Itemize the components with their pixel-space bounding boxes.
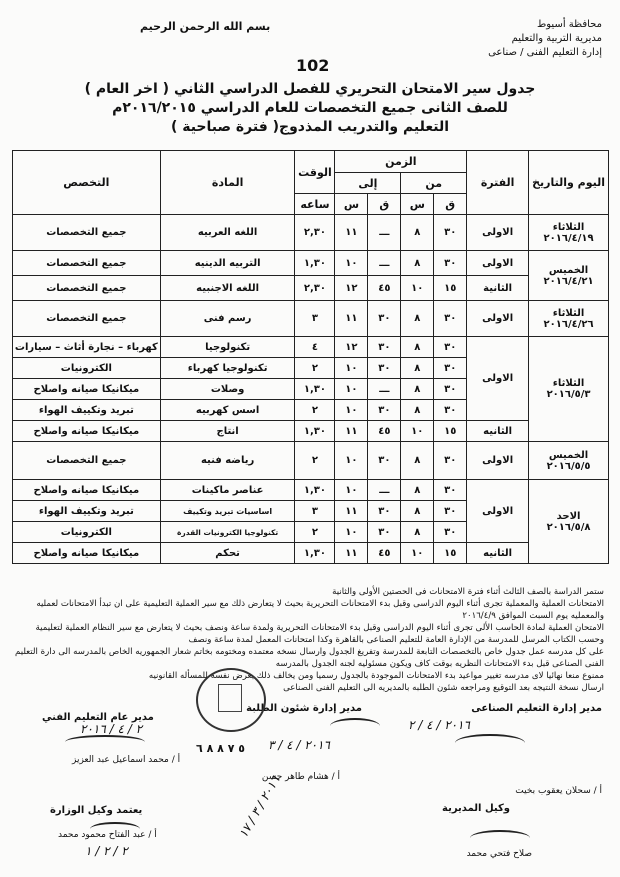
- to-minute: ـــ: [368, 215, 401, 251]
- specialty: ميكانيكا صيانه واصلاح: [13, 480, 161, 501]
- from-minute: ٣٠: [434, 251, 467, 276]
- period: الاولى: [467, 442, 529, 480]
- period: الثانية: [467, 276, 529, 301]
- to-hour: ١٠: [335, 400, 368, 421]
- specialty: جميع التخصصات: [13, 301, 161, 337]
- day: الثلاثاء: [552, 307, 585, 319]
- duration: ٢: [295, 400, 335, 421]
- handwritten-date: ٢٠١٦ / ٣ / ١٧: [236, 773, 283, 841]
- signature-technical-education-name: أ / محمد اسماعيل عبد العزيز: [72, 755, 181, 765]
- subject: تكنولوجيا الكترونيات القدرة: [160, 522, 295, 543]
- to-minute: ـــ: [368, 480, 401, 501]
- period: الاولى: [467, 301, 529, 337]
- from-hour: ٨: [401, 400, 434, 421]
- note-item: ممنوع منعا نهائيا لاى مدرسه تغيير مواعيد بدء الامتحانات الموجودة بالجدول رسميا ومن يخالف ذلك يعرض نفسه للمسأله القانونيه: [148, 671, 604, 681]
- specialty: جميع التخصصات: [13, 251, 161, 276]
- period: الاولى: [467, 215, 529, 251]
- subject: تكنولوجيا: [160, 337, 295, 358]
- from-minute: ٣٠: [434, 501, 467, 522]
- specialty: ميكانيكا صيانه واصلاح: [13, 421, 161, 442]
- from-hour: ٨: [401, 379, 434, 400]
- header-to-minute: ق: [368, 194, 401, 215]
- signature-industrial-education-title: مدير إدارة التعليم الصناعى: [471, 703, 602, 714]
- from-minute: ١٥: [434, 543, 467, 564]
- header-gov: محافظة أسيوط: [537, 19, 602, 30]
- to-hour: ١٠: [335, 480, 368, 501]
- to-hour: ١٢: [335, 337, 368, 358]
- duration: ٢: [295, 358, 335, 379]
- subject: اللغه العربيه: [160, 215, 295, 251]
- signature-scribble: [90, 822, 140, 836]
- header-from-hour: س: [401, 194, 434, 215]
- handwritten-date: ٢ / ٤ / ٢٠١٦: [80, 722, 143, 736]
- signature-student-affairs-name: أ / هشام طاهر حسن: [261, 772, 340, 782]
- from-hour: ١٠: [401, 543, 434, 564]
- from-hour: ٨: [401, 442, 434, 480]
- to-minute: ٣٠: [368, 501, 401, 522]
- subject: رياضه فنيه: [160, 442, 295, 480]
- to-hour: ١١: [335, 543, 368, 564]
- table-row: [13, 480, 609, 501]
- from-minute: ٣٠: [434, 400, 467, 421]
- header-time: الزمن: [335, 151, 467, 173]
- from-minute: ٣٠: [434, 522, 467, 543]
- official-seal: [196, 668, 266, 732]
- header-directorate: مديرية التربية والتعليم: [511, 33, 602, 44]
- signature-industrial-education-name: أ / سحلان يعقوب بخيت: [515, 786, 602, 796]
- stamp-number: ٥ ٧ ٨ ٨ ٦: [196, 742, 245, 755]
- from-minute: ٣٠: [434, 337, 467, 358]
- title-line-1: جدول سير الامتحان التحريري للفصل الدراسي الثاني ( اخر العام ): [84, 81, 536, 97]
- signature-student-affairs-title: مدير إدارة شئون الطلبة: [246, 703, 362, 714]
- specialty: جميع التخصصات: [13, 442, 161, 480]
- day: الخميس: [548, 264, 589, 276]
- to-minute: ٣٠: [368, 522, 401, 543]
- subject: تكنولوجيا كهرباء: [160, 358, 295, 379]
- from-hour: ١٠: [401, 276, 434, 301]
- title-line-2: للصف الثانى جميع التخصصات للعام الدراسي ٢٠١٦/٢٠١٥م: [112, 100, 508, 116]
- duration: ٢,٣٠: [295, 215, 335, 251]
- specialty: جميع التخصصات: [13, 215, 161, 251]
- header-department: إدارة التعليم الفنى / صناعى: [488, 47, 602, 58]
- table-row: [13, 251, 609, 276]
- duration: ١,٣٠: [295, 379, 335, 400]
- from-hour: ٨: [401, 358, 434, 379]
- specialty: ميكانيكا صيانه واصلاح: [13, 543, 161, 564]
- signature-directorate-deputy-title: وكيل المديرية: [442, 803, 510, 814]
- note-item: على كل مدرسه عمل جدول خاص بالتخصصات التابعة للمدرسة وتفريغ الجدول وارسال نسخه معتمده ومختومه بخاتم شعار الجمهوريه الخاص بالمدرسه الى دارة التعليم الفنى الصناعى قبل بدء الامتحانات النظريه بوقت كاف ويكون مسئوليه لجنه الجدول بالمدرسه: [15, 647, 604, 669]
- basmala: بسم الله الرحمن الرحيم: [140, 20, 271, 33]
- header-from: من: [401, 173, 467, 194]
- duration: ٢: [295, 522, 335, 543]
- header-to: إلى: [335, 173, 401, 194]
- date: ٢٠١٦/٤/١٩: [543, 232, 594, 244]
- from-hour: ٨: [401, 501, 434, 522]
- from-hour: ٨: [401, 522, 434, 543]
- to-minute: ٣٠: [368, 358, 401, 379]
- note-item: ستمر الدراسة بالصف الثالث أثناء فترة الامتحانات فى الحصتين الأولى والثانية: [332, 587, 604, 597]
- to-hour: ١٢: [335, 276, 368, 301]
- subject: وصلات: [160, 379, 295, 400]
- header-hour: ساعه: [295, 194, 335, 215]
- period: الثانيه: [467, 421, 529, 442]
- duration: ١,٣٠: [295, 421, 335, 442]
- to-minute: ٣٠: [368, 337, 401, 358]
- note-item: الامتحانات العملية والمعملية تجرى أثناء اليوم الدراسى وقبل بدء الامتحانات التحريرية بحيث لا يتعارض ذلك مع سير العملية التعليمية على ان تبدأ الامتحانات لعمليه والمعمليه يوم السبت الموافق ٢٠١٦/٤/٩: [36, 599, 604, 621]
- to-hour: ١١: [335, 421, 368, 442]
- duration: ١,٣٠: [295, 543, 335, 564]
- header-specialty: التخصص: [13, 151, 161, 215]
- table-row: [13, 421, 609, 442]
- header-subject: المادة: [160, 151, 295, 215]
- exam-schedule-table: [12, 150, 609, 564]
- to-minute: ٣٠: [368, 442, 401, 480]
- page-number: 102: [296, 56, 330, 75]
- signature-scribble: [470, 830, 530, 846]
- to-hour: ١٠: [335, 379, 368, 400]
- from-minute: ٣٠: [434, 215, 467, 251]
- period: الثانيه: [467, 543, 529, 564]
- notes-block: [12, 586, 604, 694]
- duration: ٣: [295, 301, 335, 337]
- to-minute: ٤٥: [368, 276, 401, 301]
- header-period: الفترة: [467, 151, 529, 215]
- signature-scribble: [330, 718, 380, 734]
- subject: عناصر ماكينات: [160, 480, 295, 501]
- handwritten-date: ٢٠١٦ / ٤ / ٣: [267, 738, 330, 752]
- to-hour: ١١: [335, 501, 368, 522]
- signature-ministry-deputy-title: يعتمد وكيل الوزارة: [50, 805, 143, 816]
- subject: اساسيات تبريد وتكييف: [160, 501, 295, 522]
- from-minute: ٣٠: [434, 480, 467, 501]
- date: ٢٠١٦/٤/٢١: [543, 275, 594, 287]
- to-minute: ٣٠: [368, 301, 401, 337]
- subject: التربيه الدينيه: [160, 251, 295, 276]
- from-hour: ٨: [401, 301, 434, 337]
- from-minute: ٣٠: [434, 358, 467, 379]
- header-to-hour: س: [335, 194, 368, 215]
- to-hour: ١٠: [335, 358, 368, 379]
- subject: اسس كهربيه: [160, 400, 295, 421]
- from-minute: ١٥: [434, 421, 467, 442]
- period: الاولى: [467, 480, 529, 543]
- signature-technical-education-title: مدير عام التعليم الفني: [42, 712, 154, 723]
- to-minute: ٤٥: [368, 421, 401, 442]
- table-row: [13, 215, 609, 251]
- specialty: تبريد وتكييف الهواء: [13, 501, 161, 522]
- from-hour: ٨: [401, 337, 434, 358]
- signature-directorate-deputy-name: صلاح فتحي محمد: [466, 849, 532, 859]
- duration: ٤: [295, 337, 335, 358]
- date: ٢٠١٦/٥/٨: [546, 521, 591, 533]
- period: الاولى: [467, 337, 529, 421]
- from-hour: ٨: [401, 251, 434, 276]
- duration: ٣: [295, 501, 335, 522]
- header-duration: الوقت: [295, 151, 335, 194]
- day: الثلاثاء: [552, 221, 585, 233]
- date: ٢٠١٦/٤/٢٦: [543, 318, 594, 330]
- to-minute: ٣٠: [368, 400, 401, 421]
- to-hour: ١١: [335, 301, 368, 337]
- from-hour: ٨: [401, 480, 434, 501]
- to-hour: ١٠: [335, 522, 368, 543]
- subject: رسم فنى: [160, 301, 295, 337]
- to-minute: ـــ: [368, 379, 401, 400]
- title-line-3: التعليم والتدريب المذدوج( فترة صباحية ): [170, 119, 450, 135]
- duration: ١,٣٠: [295, 251, 335, 276]
- specialty: جميع التخصصات: [13, 276, 161, 301]
- from-minute: ٣٠: [434, 379, 467, 400]
- subject: اللغه الاجنبيه: [160, 276, 295, 301]
- to-hour: ١١: [335, 215, 368, 251]
- signature-scribble: [455, 734, 525, 752]
- note-item: ارسال نسخة النتيجه بعد التوقيع ومراجعه شئون الطلبه بالمديريه الى التعليم الفنى الصناعى: [283, 683, 604, 693]
- signature-ministry-deputy-name: أ / عبد الفتاح محمود محمد: [58, 830, 157, 840]
- handwritten-date: ٢٠١٦ / ٤ / ٢: [407, 718, 470, 732]
- duration: ٢,٣٠: [295, 276, 335, 301]
- subject: انتاج: [160, 421, 295, 442]
- table-row: [13, 543, 609, 564]
- handwritten-date: ٢ / ٢ / ١: [85, 844, 128, 858]
- specialty: الكترونيات: [13, 358, 161, 379]
- day: الخميس: [548, 449, 589, 461]
- table-row: [13, 276, 609, 301]
- date: ٢٠١٦/٥/٣: [546, 389, 591, 400]
- day: الثلاثاء: [552, 378, 585, 389]
- note-item: الامتحان العملية لمادة الحاسب الألى تجرى أثناء اليوم الدراسى وقبل بدء الامتحانات التحريرية ولمدة ساعة ونصف بحيث لا يتعارض مع سير النظام العملية لتعليمية وحسب الكتاب المرسل للمدرسة من الإدارة العامة للتعليم الصناعى بالقاهرة وكذا امتحانات المعمل لمدة ساعة ونصف: [35, 623, 604, 645]
- table-row: [13, 301, 609, 337]
- duration: ٢: [295, 442, 335, 480]
- to-hour: ١٠: [335, 251, 368, 276]
- period: الاولى: [467, 251, 529, 276]
- specialty: كهرباء – نجارة أثاث – سيارات: [13, 337, 161, 358]
- table-row: [13, 442, 609, 480]
- header-authority: [488, 18, 602, 60]
- duration: ١,٣٠: [295, 480, 335, 501]
- specialty: تبريد وتكييف الهواء: [13, 400, 161, 421]
- specialty: ميكانيكا صيانه واصلاح: [13, 379, 161, 400]
- from-minute: ٣٠: [434, 301, 467, 337]
- from-hour: ١٠: [401, 421, 434, 442]
- to-hour: ١٠: [335, 442, 368, 480]
- table-row: [13, 337, 609, 358]
- from-minute: ٣٠: [434, 442, 467, 480]
- to-minute: ٤٥: [368, 543, 401, 564]
- specialty: الكترونيات: [13, 522, 161, 543]
- subject: تحكم: [160, 543, 295, 564]
- day: الاحد: [556, 510, 581, 522]
- from-hour: ٨: [401, 215, 434, 251]
- header-day: اليوم والتاريخ: [529, 151, 609, 215]
- header-from-minute: ق: [434, 194, 467, 215]
- to-minute: ـــ: [368, 251, 401, 276]
- from-minute: ١٥: [434, 276, 467, 301]
- signature-scribble: [65, 735, 145, 749]
- date: ٢٠١٦/٥/٥: [546, 460, 591, 472]
